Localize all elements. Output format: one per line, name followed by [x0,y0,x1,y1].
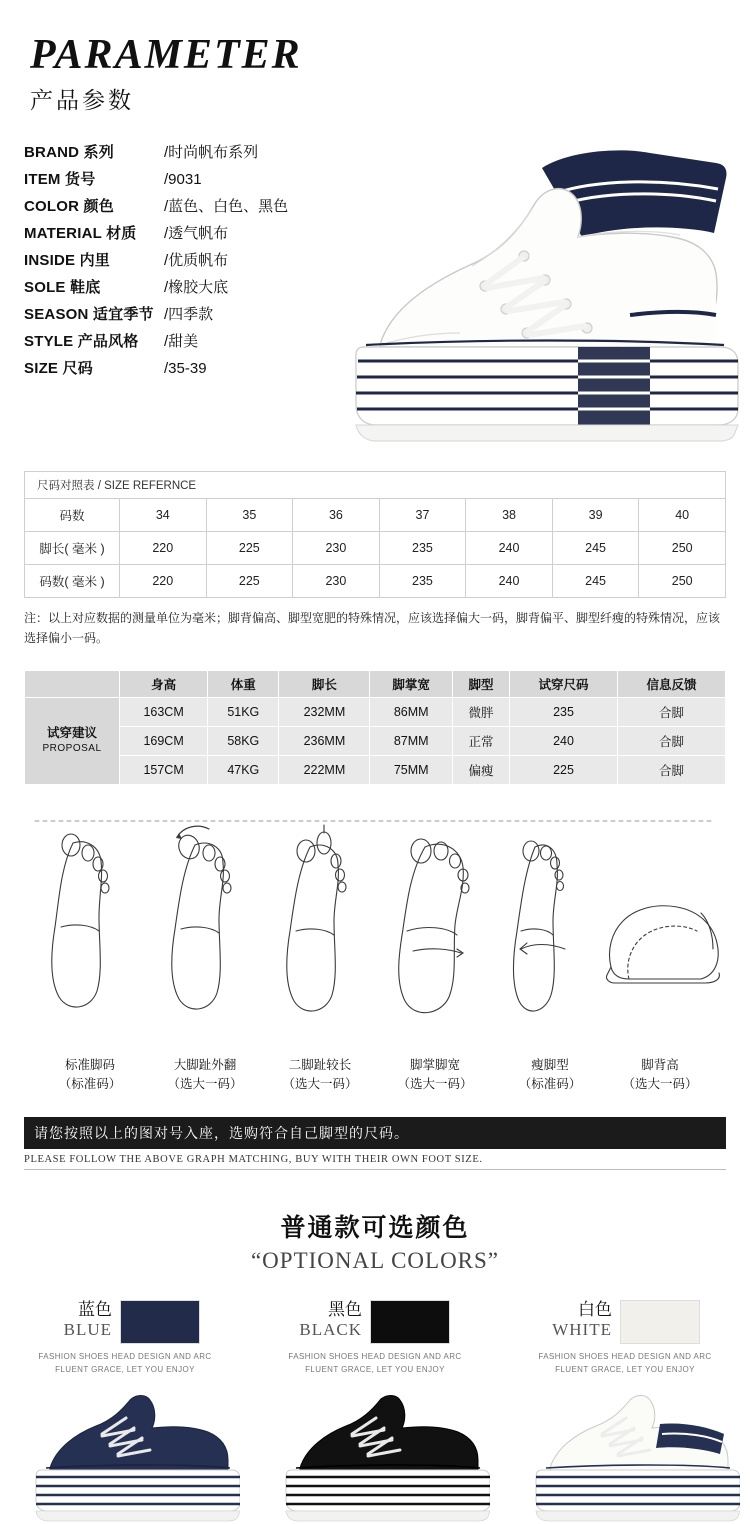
table-header-row [25,671,726,698]
cell: 245 [552,532,639,565]
column-header: 试穿尺码 [510,671,618,698]
spec-value: /甜美 [164,333,199,350]
cell: 240 [510,727,618,756]
shoe-preview-blue[interactable] [0,1394,250,1524]
cell: 正常 [452,727,509,756]
swatch-name-cn: 黑色 [328,1300,362,1319]
swatch-caption [38,1350,211,1376]
foot-label-sub: （选大一码） [282,1077,358,1091]
spec-key: COLOR 颜色 [24,198,114,215]
cell: 220 [120,565,207,598]
spec-row [24,328,354,355]
swatch-caption-line1: FASHION SHOES HEAD DESIGN AND ARC [38,1352,212,1361]
foot-label [40,1056,140,1094]
cell: 35 [206,499,293,532]
cell: 75MM [370,756,453,785]
cell: 250 [639,532,726,565]
optional-colors-section [0,1208,750,1524]
swatch-caption [538,1350,711,1376]
table-row [25,472,726,499]
page-title-en: PARAMETER [30,32,302,78]
cell: 合脚 [617,727,725,756]
instruction-block [24,1117,726,1170]
cell: 34 [120,499,207,532]
foot-label-sub: （选大一码） [167,1077,243,1091]
spec-key: SIZE 尺码 [24,360,93,377]
foot-label-cn: 脚背高 [641,1058,679,1072]
swatch-chip[interactable] [620,1300,700,1344]
foot-label [270,1056,370,1094]
cell: 合脚 [617,756,725,785]
cell: 240 [466,532,553,565]
proposal-side-cn: 试穿建议 [46,726,97,740]
foot-label-sub: （选大一码） [622,1077,698,1091]
spec-key: MATERIAL 材质 [24,225,137,242]
size-reference-table [24,471,726,598]
proposal-side-en: PROPOSAL [42,743,102,754]
cell: 240 [466,565,553,598]
table-row [25,499,726,532]
cell: 220 [120,532,207,565]
color-preview-row [0,1394,750,1524]
column-header: 信息反馈 [617,671,725,698]
size-note: 注：以上对应数据的测量单位为毫米；脚背偏高、脚型宽肥的特殊情况，应该选择偏大一码，脚背偏平、脚型纤瘦的特殊情况，应该选择偏小一码。 [24,611,721,645]
swatch-caption-line2: FLUENT GRACE, LET YOU ENJOY [305,1365,445,1374]
swatch-chip[interactable] [370,1300,450,1344]
color-option-black[interactable] [250,1300,500,1376]
foot-label-cn: 瘦脚型 [531,1058,569,1072]
column-header: 体重 [208,671,279,698]
color-option-white[interactable] [500,1300,750,1376]
cell: 230 [293,565,380,598]
cell: 偏瘦 [452,756,509,785]
row-label: 脚长( 毫米 ) [25,532,120,565]
spec-value: /橡胶大底 [164,279,229,296]
spec-row [24,220,354,247]
cell: 38 [466,499,553,532]
colors-title-cn: 普通款可选颜色 [280,1214,470,1242]
cell: 157CM [120,756,208,785]
swatch-caption-line1: FASHION SHOES HEAD DESIGN AND ARC [538,1352,712,1361]
instruction-en: PLEASE FOLLOW THE ABOVE GRAPH MATCHING, BUY WITH THEIR OWN FOOT SIZE. [24,1154,483,1165]
cell: 40 [639,499,726,532]
column-header: 脚长 [279,671,370,698]
spec-key: ITEM 货号 [24,171,96,188]
foot-label-cn: 标准脚码 [64,1058,115,1072]
column-header: 脚掌宽 [370,671,453,698]
swatch-caption-line1: FASHION SHOES HEAD DESIGN AND ARC [288,1352,462,1361]
cell: 163CM [120,698,208,727]
cell: 230 [293,532,380,565]
foot-type-labels [40,1056,600,1094]
cell: 245 [552,565,639,598]
foot-label [500,1056,600,1094]
spec-section [0,133,750,453]
swatch-name-en: WHITE [552,1320,612,1339]
row-label: 码数 [25,499,120,532]
cell: 47KG [208,756,279,785]
spec-value: /优质帆布 [164,252,229,269]
cell: 235 [379,565,466,598]
swatch-name-en: BLACK [299,1320,362,1339]
color-swatch-row [0,1300,750,1376]
column-header: 身高 [120,671,208,698]
spec-row [24,301,354,328]
cell: 36 [293,499,380,532]
foot-label-cn: 二脚趾较长 [288,1058,352,1072]
colors-title-en: “OPTIONAL COLORS” [250,1248,500,1273]
spec-row [24,166,354,193]
instruction-cn: 请您按照以上的图对号入座，选购符合自己脚型的尺码。 [24,1117,726,1149]
cell: 236MM [279,727,370,756]
table-row [25,756,726,785]
cell: 169CM [120,727,208,756]
foot-arch-label [600,1056,720,1094]
spec-key: SEASON 适宜季节 [24,306,154,323]
cell: 225 [510,756,618,785]
cell: 232MM [279,698,370,727]
foot-label-sub: （标准码） [58,1077,122,1091]
size-table-caption: 尺码对照表 / SIZE REFERNCE [25,472,726,499]
foot-label-sub: （选大一码） [397,1077,473,1091]
spec-row [24,355,354,382]
cell: 222MM [279,756,370,785]
foot-type-diagram [0,811,750,1111]
cell: 86MM [370,698,453,727]
table-row [25,727,726,756]
swatch-name-en: BLUE [63,1320,112,1339]
cell: 235 [379,532,466,565]
spec-row [24,193,354,220]
cell: 微胖 [452,698,509,727]
cell: 225 [206,565,293,598]
cell: 51KG [208,698,279,727]
spec-value: /9031 [164,171,202,188]
foot-label-sub: （标准码） [518,1077,582,1091]
divider [24,1169,726,1170]
spec-key: BRAND 系列 [24,144,114,161]
fitting-proposal-table [24,670,726,785]
foot-label [385,1056,485,1094]
swatch-caption-line2: FLUENT GRACE, LET YOU ENJOY [555,1365,695,1374]
swatch-name-cn: 蓝色 [78,1300,112,1319]
spec-key: SOLE 鞋底 [24,279,101,296]
spec-key: INSIDE 内里 [24,252,110,269]
table-row [25,565,726,598]
cell: 合脚 [617,698,725,727]
spec-list [24,139,354,382]
table-row [25,532,726,565]
cell: 37 [379,499,466,532]
spec-row [24,139,354,166]
cell: 39 [552,499,639,532]
swatch-caption [288,1350,461,1376]
swatch-caption-line2: FLUENT GRACE, LET YOU ENJOY [55,1365,195,1374]
spec-value: /四季款 [164,306,214,323]
shoe-preview-white[interactable] [500,1394,750,1524]
spec-value: /35-39 [164,360,207,377]
spec-value: /蓝色、白色、黑色 [164,198,289,215]
cell: 225 [206,532,293,565]
spec-row [24,274,354,301]
row-label: 码数( 毫米 ) [25,565,120,598]
foot-label-cn: 脚掌脚宽 [409,1058,460,1072]
spec-key: STYLE 产品风格 [24,333,139,350]
cell: 235 [510,698,618,727]
hero-shoe-image [320,133,750,463]
foot-label [155,1056,255,1094]
color-option-blue[interactable] [0,1300,250,1376]
table-row [25,698,726,727]
spec-value: /透气帆布 [164,225,229,242]
swatch-chip[interactable] [120,1300,200,1344]
page-header [0,0,750,115]
cell: 87MM [370,727,453,756]
shoe-preview-black[interactable] [250,1394,500,1524]
cell: 58KG [208,727,279,756]
proposal-side-label [25,698,120,785]
foot-label-cn: 大脚趾外翻 [173,1058,237,1072]
spec-row [24,247,354,274]
spec-value: /时尚帆布系列 [164,144,259,161]
swatch-name-cn: 白色 [578,1300,612,1319]
column-header: 脚型 [452,671,509,698]
page-title-cn: 产品参数 [30,87,134,113]
foot-shapes-svg [25,811,725,1061]
cell: 250 [639,565,726,598]
